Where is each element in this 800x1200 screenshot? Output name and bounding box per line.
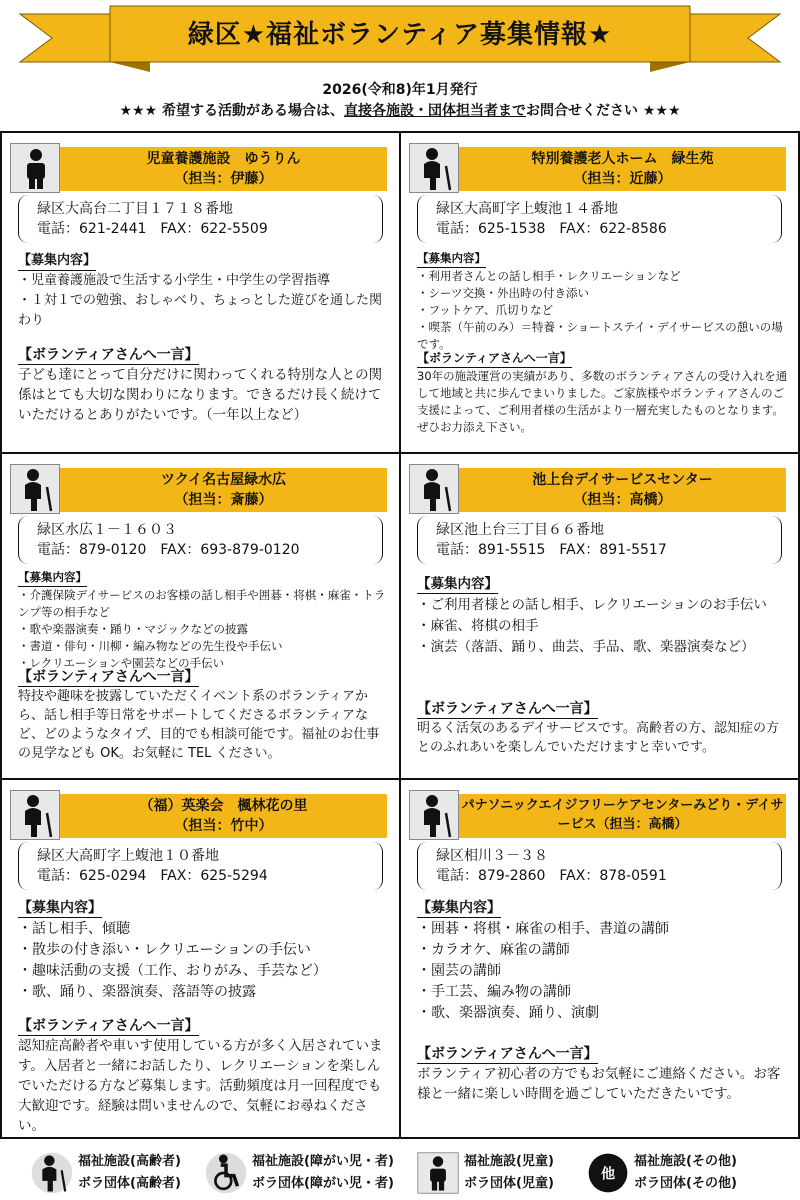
address-box: [417, 842, 782, 890]
recruit-item: ・園芸の講師: [417, 963, 501, 979]
message-text: 認知症高齢者や車いす使用している方が多く入居されています。入居者と一緒にお話したり、レクリエーションを楽しんでいただける方など募集します。活動頻度は月一回程度でも大歓迎です。経験は問いませんので、気軽にお尋ねください。: [18, 1038, 383, 1134]
facility-address: 緑区相川３－３８: [436, 848, 548, 864]
recruit-item: ・演芸（落語、踊り、曲芸、手品、歌、楽器演奏など）: [417, 639, 755, 655]
issue-date: 2026(令和8)年1月発行: [322, 82, 478, 98]
facility-card-panasonic: [401, 780, 798, 1137]
elderly-icon: [10, 464, 60, 514]
message-text: 30年の施設運営の実績があり、多数のボランティアさんの受け入れを通して地域と共に歩んでまいりました。ご家族様やボランティアさんのご支援によって、ご利用者様の生活がより一層充実したものとなります。ぜひお力添え下さい。: [417, 369, 788, 434]
recruit-title: 【募集内容】: [417, 249, 486, 268]
facility-name-header: [459, 147, 786, 191]
recruit-item: ・１対１での勉強、おしゃべり、ちょっとした遊びを通した関わり: [18, 293, 383, 328]
message-text: 子ども達にとって自分だけに関わってくれる特別な人との関係はとても大切な関わりになります。できるだけ長く続けていただけるとありがたいです。（一年以上など）: [18, 367, 383, 423]
recruit-item: ・フットケア、爪切りなど: [417, 303, 554, 317]
elderly-icon: [409, 790, 459, 840]
recruit-title: 【募集内容】: [18, 900, 102, 916]
legend-label: 福祉施設(高齢者): [78, 1154, 181, 1169]
facility-phone: 電話：625-0294 FAX：625-5294: [37, 868, 268, 884]
message-section: [18, 668, 389, 763]
recruit-item: ・歌、楽器演奏、踊り、演劇: [417, 1005, 599, 1021]
facility-phone: 電話：891-5515 FAX：891-5517: [436, 542, 667, 558]
wheelchair-icon: [204, 1151, 248, 1195]
recruit-item: ・話し相手、傾聴: [18, 921, 130, 937]
message-title: 【ボランティアさんへ一言】: [18, 1018, 199, 1034]
child-icon: [416, 1151, 460, 1195]
facility-name: 児童養護施設 ゆうりん: [146, 151, 301, 167]
facility-name-header: [60, 147, 387, 191]
facility-contact: （担当：竹中）: [174, 818, 273, 834]
facility-card-ryokuseien: [401, 133, 798, 452]
facility-address: 緑区水広１－１６０３: [37, 522, 177, 538]
message-title: 【ボランティアさんへ一言】: [18, 347, 199, 363]
contact-note: [0, 100, 800, 120]
recruit-item: ・ご利用者様との話し相手、レクリエーションのお手伝い: [417, 597, 767, 613]
recruit-item: ・児童養護施設で生活する小学生・中学生の学習指導: [18, 273, 331, 288]
recruit-item: ・麻雀、将棋の相手: [417, 618, 539, 634]
legend-label: 福祉施設(障がい児・者): [252, 1154, 394, 1169]
elderly-icon: [409, 464, 459, 514]
recruit-title: 【募集内容】: [417, 576, 498, 592]
facility-name: パナソニックエイジフリーケアセンターみどり・デイサービス（担当：高橋）: [461, 798, 784, 832]
recruit-item: ・喫茶（午前のみ）＝特養・ショートステイ・デイサービスの憩いの場です。: [417, 320, 783, 351]
facility-contact: （担当：伊藤）: [174, 171, 273, 187]
facility-card-ikegamidai: [401, 454, 798, 778]
facility-name-header: [459, 794, 786, 838]
facility-address: 緑区大高台二丁目１７１８番地: [37, 201, 233, 217]
address-box: [417, 195, 782, 243]
recruit-item: ・レクリエーションや園芸などの手伝い: [18, 656, 225, 670]
legend-label: ボラ団体(高齢者): [78, 1176, 181, 1191]
recruit-item: ・趣味活動の支援（工作、おりがみ、手芸など）: [18, 963, 327, 979]
recruit-item: ・散歩の付き添い・レクリエーションの手伝い: [18, 942, 311, 958]
legend-label: ボラ団体(障がい児・者): [252, 1176, 394, 1191]
contact-note-emphasis: 直接各施設・団体担当者まで: [344, 103, 526, 119]
address-box: [417, 516, 782, 564]
legend-label: 福祉施設(その他): [634, 1154, 737, 1169]
recruit-section: [417, 574, 788, 658]
facility-name: 特別養護老人ホーム 緑生苑: [531, 151, 714, 167]
message-section: [417, 1044, 788, 1104]
facility-phone: 電話：879-2860 FAX：878-0591: [436, 868, 667, 884]
message-title: 【ボランティアさんへ一言】: [417, 701, 598, 717]
other-icon-glyph: 他: [600, 1166, 616, 1183]
message-section: [417, 349, 788, 436]
facility-address: 緑区大高町字上蝮池１０番地: [37, 848, 219, 864]
recruit-section: [417, 898, 788, 1024]
message-text: 特技や趣味を披露していただくイベント系のボランティアから、話し相手等日常をサポートしてくださるボランティアなど、どのようなタイプ、目的でも相談可能です。福祉のお仕事の見学なども OK。お気軽に TEL ください。: [18, 689, 380, 761]
recruit-item: ・書道・俳句・川柳・編み物などの先生役や手伝い: [18, 639, 283, 653]
message-text: ボランティア初心者の方でもお気軽にご連絡ください。お客様と一緒に楽しい時間を過ごしていただきたいです。: [417, 1066, 781, 1102]
facility-card-tsukui: [2, 454, 399, 778]
message-section: [18, 1016, 389, 1136]
message-section: [417, 700, 788, 757]
contact-note-suffix: お問合せください ★★★: [526, 103, 681, 119]
message-section: [18, 345, 389, 425]
address-box: [18, 195, 383, 243]
recruit-item: ・歌、踊り、楽器演奏、落語等の披露: [18, 984, 256, 1000]
facility-name-header: [60, 794, 387, 838]
message-title: 【ボランティアさんへ一言】: [18, 669, 199, 685]
facility-name-header: [60, 468, 387, 512]
facility-card-yuurin: [2, 133, 399, 452]
recruit-item: ・カラオケ、麻雀の講師: [417, 942, 570, 958]
message-title: 【ボランティアさんへ一言】: [417, 349, 572, 368]
child-icon: [10, 143, 60, 193]
facility-name: （福）英楽会 楓林花の里: [139, 798, 308, 814]
recruit-section: [417, 249, 788, 353]
recruit-item: ・手工芸、編み物の講師: [417, 984, 571, 1000]
facility-address: 緑区池上台三丁目６６番地: [436, 522, 604, 538]
recruit-section: [18, 898, 389, 1003]
facility-contact: （担当：斎藤）: [174, 492, 273, 508]
legend-label: 福祉施設(児童): [464, 1154, 554, 1169]
facility-phone: 電話：879-0120 FAX：693-879-0120: [37, 542, 300, 558]
page-title: 緑区★福祉ボランティア募集情報★: [187, 20, 613, 50]
facility-card-fuurinka: [2, 780, 399, 1137]
facility-phone: 電話：621-2441 FAX：622-5509: [37, 221, 268, 237]
recruit-item: ・利用者さんとの話し相手・レクリエーションなど: [417, 269, 681, 283]
facility-name-header: [459, 468, 786, 512]
recruit-title: 【募集内容】: [18, 568, 87, 587]
contact-note-prefix: ★★★ 希望する活動がある場合は、: [119, 103, 344, 119]
legend-label: ボラ団体(その他): [634, 1176, 737, 1191]
recruit-section: [18, 251, 389, 331]
icon-legend: [0, 1145, 800, 1200]
elderly-icon: [30, 1151, 74, 1195]
recruit-title: 【募集内容】: [417, 900, 501, 916]
elderly-icon: [409, 143, 459, 193]
recruit-item: ・囲碁・将棋・麻雀の相手、書道の講師: [417, 921, 669, 937]
facility-name: 池上台デイサービスセンター: [532, 472, 713, 488]
message-text: 明るく活気のあるデイサービスです。高齢者の方、認知症の方とのふれあいを楽しんでいただけますと幸いです。: [417, 721, 780, 755]
recruit-item: ・介護保険デイサービスのお客様の話し相手や囲碁・将棋・麻雀・トランプ等の相手など: [18, 588, 386, 619]
legend-label: ボラ団体(児童): [464, 1176, 554, 1191]
facility-address: 緑区大高町字上蝮池１４番地: [436, 201, 618, 217]
facility-contact: （担当：高橋）: [573, 492, 672, 508]
recruit-title: 【募集内容】: [18, 252, 96, 271]
recruit-section: [18, 568, 389, 672]
address-box: [18, 842, 383, 890]
recruit-item: ・シーツ交換・外出時の付き添い: [417, 286, 590, 300]
elderly-icon: [10, 790, 60, 840]
facility-contact: （担当：近藤）: [573, 171, 672, 187]
message-title: 【ボランティアさんへ一言】: [417, 1046, 598, 1062]
facility-grid: [0, 131, 800, 1139]
facility-phone: 電話：625-1538 FAX：622-8586: [436, 221, 667, 237]
title-banner: [0, 0, 800, 75]
other-icon: [586, 1151, 630, 1195]
address-box: [18, 516, 383, 564]
facility-name: ツクイ名古屋緑水広: [160, 472, 287, 488]
recruit-item: ・歌や楽器演奏・踊り・マジックなどの披露: [18, 622, 248, 636]
